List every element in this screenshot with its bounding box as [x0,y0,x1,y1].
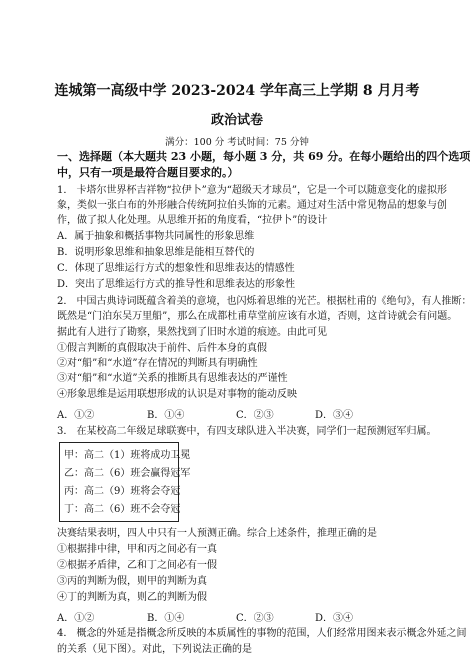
prediction-item: 乙：高二（6）班会赢得冠军 [64,468,191,479]
q2-choice-a: A．①② [57,410,95,421]
q3-statement: ①根据排中律，甲和丙之间必有一真 [57,544,217,555]
q2-statement: ①假言判断的真假取决于前件、后件本身的真假 [57,343,267,354]
q2-stem-line: 既然是“门泊东吴万里船”，那么在成都杜甫草堂前应该有水道，否则，这首诗就会有问题。 [57,311,458,322]
q3-statement: ④丁的判断为真，则乙的判断为假 [57,592,207,603]
q1-option: C．体现了思维运行方式的想象性和思维表达的情感性 [57,263,295,274]
q1-option: A．属于抽象和概括事物共同属性的形象思维 [57,231,255,242]
q3-statement: ②根据矛盾律，乙和丁之间必有一假 [57,560,217,571]
q1-stem-line: 1． 卡塔尔世界杯吉祥物“拉伊卜”意为“超级天才球员”，它是一个可以随意变化的虚拟形 [57,185,447,196]
q3-choice-b: B．①④ [147,613,185,624]
q2-statement: ③对“船”和“水道”关系的推断具有思维表达的严谨性 [57,373,288,384]
section-heading-line-1: 一、选择题（本大题共 23 小题，每小题 3 分，共 69 分。在每小题给出的四个选项 [57,150,471,163]
q1-option: D．突出了思维运行方式的推导性和思维表达的形象性 [57,279,296,290]
q2-statement: ④形象思维是运用联想形成的认识是对事物的能动反映 [57,389,297,400]
document-title: 连城第一高级中学 2023-2024 学年高三上学期 8 月月考 [54,83,420,99]
q2-choice-c: C．②③ [236,410,274,421]
q2-stem-line: 据此有人进行了勘察，果然找到了旧时水道的痕迹。由此可见 [57,327,327,338]
q1-stem-line: 作，做了拟人化处理。从思维开拓的角度看，“拉伊卜”的设计 [57,215,328,226]
prediction-item: 丁：高二（6）班不会夺冠 [64,504,181,515]
q2-choice-b: B．①④ [147,410,185,421]
document-subtitle: 政治试卷 [210,113,263,128]
q1-option: B．说明形象思维和抽象思维是能相互替代的 [57,247,255,258]
section-heading-line-2: 中，只有一项是最符合题目要求的。） [57,166,239,179]
q2-choice-d: D．③④ [315,410,354,421]
prediction-item: 丙：高二（9）班将会夺冠 [64,486,181,497]
q3-statement: ③丙的判断为假，则甲的判断为真 [57,576,207,587]
q3-choice-d: D．③④ [315,613,354,624]
q1-stem-line: 象，类似一张白布的外形融合传统阿拉伯头饰的元素。通过对生活中常见物品的想象与创 [57,200,447,211]
q2-stem-line: 2． 中国古典诗词既蕴含着美的意境，也闪烁着思维的光芒。根据杜甫的《绝句》，有人推断： [57,296,472,307]
prediction-item: 甲：高二（1）班将成功卫冕 [64,450,191,461]
q3-stem: 3． 在某校高二年级足球联赛中，有四支球队进入半决赛，同学们一起预测冠军归属。 [57,426,437,437]
exam-meta: 满分：100 分 考试时间：75 分钟 [165,137,309,148]
q2-statement: ②对“船”和“水道”存在情况的判断具有明确性 [57,358,258,369]
q4-stem-line: 4． 概念的外延是指概念所反映的本质属性的事物的范围，人们经常用图来表示概念外延之间 [57,628,467,639]
q3-after-text: 决赛结果表明，四人中只有一人预测正确。综合上述条件，推理正确的是 [57,528,377,539]
q3-choice-c: C．②③ [236,613,274,624]
q4-stem-line: 的关系（见下图）。对此，下列说法正确的是 [57,644,252,655]
prediction-box [59,442,191,522]
q3-choice-a: A．①② [57,613,95,624]
